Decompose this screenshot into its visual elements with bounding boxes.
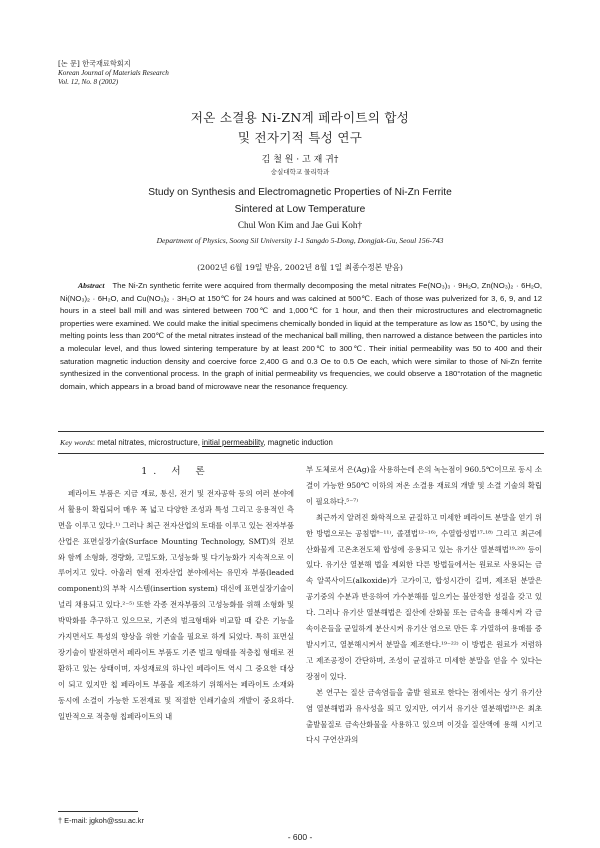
korean-authors: 김 철 원 · 고 재 귀† bbox=[261, 155, 339, 165]
received-dates: (2002년 6월 19일 받음, 2002년 8월 1일 최종수정본 받음) bbox=[197, 263, 403, 272]
section-title: 1. 서 론 bbox=[141, 466, 211, 477]
journal-header-line-2: Korean Journal of Materials Research bbox=[58, 68, 169, 77]
footnote-email: † E-mail: jgkoh@ssu.ac.kr bbox=[58, 816, 144, 825]
paragraph: 최근까지 알려진 화학적으로 균질하고 미세한 페라이트 분말을 얻기 위한 방법으로는 공침법⁸⁻¹¹⁾, 졸겔법¹²⁻¹⁶⁾, 수열합성법¹⁷·¹⁸⁾ 그리고 최근에 산화물계 고온초전도체 합성에 응용되고 있는 유기산 열분해법¹⁹·²⁰⁾ 등이 있다. 유기산 열분해 법을 제외한 다른 방법들에서는 원료로 사용되는 금속 알콕사이드(alkoxide)가 고가이고, 합성시간이 길며, 제조된 분말은 공기중의 수분과 반응하여 가수분해를 일으키는 불안정한 성질을 갖고 있다. 그러나 유기산 열분해법은 질산에 산화물 또는 금속을 용해시켜 각 금속이온들을 균일하게 분산시켜 유기산 염으로 만든 후 가열하여 용매를 증발시키고, 열분해시켜서 분말을 제조한다.¹⁹⁻²²⁾ 이 방법은 원료가 저렴하고 제조공정이 간단하며, 조성이 균질하고 미세한 분말을 얻을 수 있다는 장점이 있다. bbox=[306, 512, 542, 681]
korean-title bbox=[0, 108, 600, 148]
english-title-line-1: Study on Synthesis and Electromagnetic Properties of Ni-Zn Ferrite bbox=[148, 187, 452, 198]
english-authors: Chul Won Kim and Jae Gui Koh† bbox=[237, 220, 363, 230]
footnote-divider bbox=[58, 811, 138, 812]
korean-title-line-2: 및 전자기적 특성 연구 bbox=[237, 130, 363, 145]
keywords bbox=[60, 438, 333, 447]
journal-header-line-3: Vol. 12, No. 8 (2002) bbox=[58, 78, 119, 87]
journal-header-line-1: [논 문] 한국재료학회지 bbox=[58, 59, 131, 68]
paragraph: 페라이트 부품은 지금 재료, 통신, 전기 및 전자공학 등의 여러 분야에서 활용이 확립되어 매우 폭 넓고 다양한 조성과 특성 그리고 응용적인 측면을 이루고 있다.¹⁾ 그러나 최근 전자산업의 토대를 이루고 있는 전자부품산업은 표면실장기술(Surface Mounting Technology, SMT)의 진보와 함께 소형화, 경량화, 고밀도화, 고성능화 및 다기능화가 지속적으로 이루어지고 있다. 아울러 현재 전자산업 분야에서는 유민자 부품(leaded component)의 부착 시스템(insertion system) 대신에 표면실장기술이 널리 채용되고 있다.²⁻⁵⁾ 또한 각종 전자부품의 고성능화를 위해 소형화 및 박막화를 추구하고 있으므로, 기존의 벌크형태와 비교할 때 같은 기능을 가지면서도 특성의 향상을 위한 기술을 필요로 하게 되었다. 특히 표면실장기술이 발전하면서 페라이트 부품도 기존 벌크 형태를 적층칩 형태로 전환하고 있는 상태이며, 자성재료의 하나인 페라이트 역시 그 중요한 대상이 되고 있지만 칩 페라이트 부품을 제조하기 위해서는 페라이트 소재와 동시에 소결이 가능한 도전재료 및 적절한 인쇄기술의 개발이 중요하다. 일반적으로 적층형 칩페라이트의 내 bbox=[58, 488, 294, 721]
abstract bbox=[60, 280, 542, 393]
abstract-text: The Ni-Zn synthetic ferrite were acquired from thermally decomposing the metal nitrates Fe(NO₃)₃ · 9H₂O, Zn(NO₃)₂ · 6H₂O, Ni(NO₃)₂ · 6H₂O, and Cu(NO₃)₂ · 3H₂O at 150℃ for 24 hours and was calcined at 500℃. Each of those was pulverized for 3, 6, 9, and 12 hours in a steel ball mill and was sintered between 700℃ and 1,000℃ for 1 hour, and then their microstructures and electromagnetic properties were examined. We could make the initial specimens chemically bonded in liquid at the temperature as low as 150℃, by using the melting points less than 200℃ of the metal nitrates instead of the mechanical ball milling, then narrowed a distance between the particles into a molecular level, and thus lowed sintering temperature by at least 200℃ to 300℃. Their initial permeability was 50 to 400 and their saturation magnetic induction density and coercive force 2,400 G and 0.3 Oe to 0.5 Oe each, which were similar to those of Ni-Zn ferrite synthesized in the conventional process. In the graph of initial permeability vs frequencies, we could observe a 180°rotation of the magnetic domain, which appears in a broad band of microwave near the resonance frequency. bbox=[60, 281, 542, 391]
korean-affiliation: 숭실대학교 물리학과 bbox=[270, 168, 330, 176]
paragraph: 부 도체로서 은(Ag)을 사용하는데 은의 녹는점이 960.5℃이므로 동시 소결이 가능한 950℃ 이하의 저온 소결용 재료의 개발 및 소결 기술의 확립이 필요하다.⁵⁻⁷⁾ bbox=[306, 465, 542, 506]
abstract-label: Abstract bbox=[78, 281, 105, 290]
paragraph: 본 연구는 질산 금속염들을 출발 원료로 한다는 점에서는 상기 유기산 염 열분해법과 유사성을 띄고 있지만, 여기서 유기산 열분해법²³⁾은 최초 출발물질로 금속산화물을 사용하고 있으며 이것을 질산액에 용해 시키고 다시 구연산과의 bbox=[306, 687, 542, 745]
body-column-right bbox=[306, 462, 542, 748]
page-number: - 600 - bbox=[287, 832, 313, 842]
divider-top bbox=[58, 431, 544, 432]
body-column-left bbox=[58, 460, 294, 725]
keywords-text-c: , magnetic induction bbox=[263, 438, 333, 447]
journal-header bbox=[58, 59, 169, 88]
keywords-label: Key words bbox=[60, 438, 93, 447]
english-affiliation: Department of Physics, Soong Sil University 1-1 Sangdo 5-Dong, Dongjak-Gu, Seoul 156-743 bbox=[156, 236, 444, 245]
english-title-line-2: Sintered at Low Temperature bbox=[234, 204, 366, 215]
keywords-text-a: : metal nitrates, microstructure, bbox=[92, 438, 203, 447]
divider-bottom bbox=[58, 453, 544, 454]
korean-title-line-1: 저온 소결용 Ni-ZN계 페라이트의 합성 bbox=[190, 110, 410, 125]
keywords-text-underlined: initial permeability bbox=[202, 438, 264, 447]
english-title bbox=[0, 184, 600, 218]
